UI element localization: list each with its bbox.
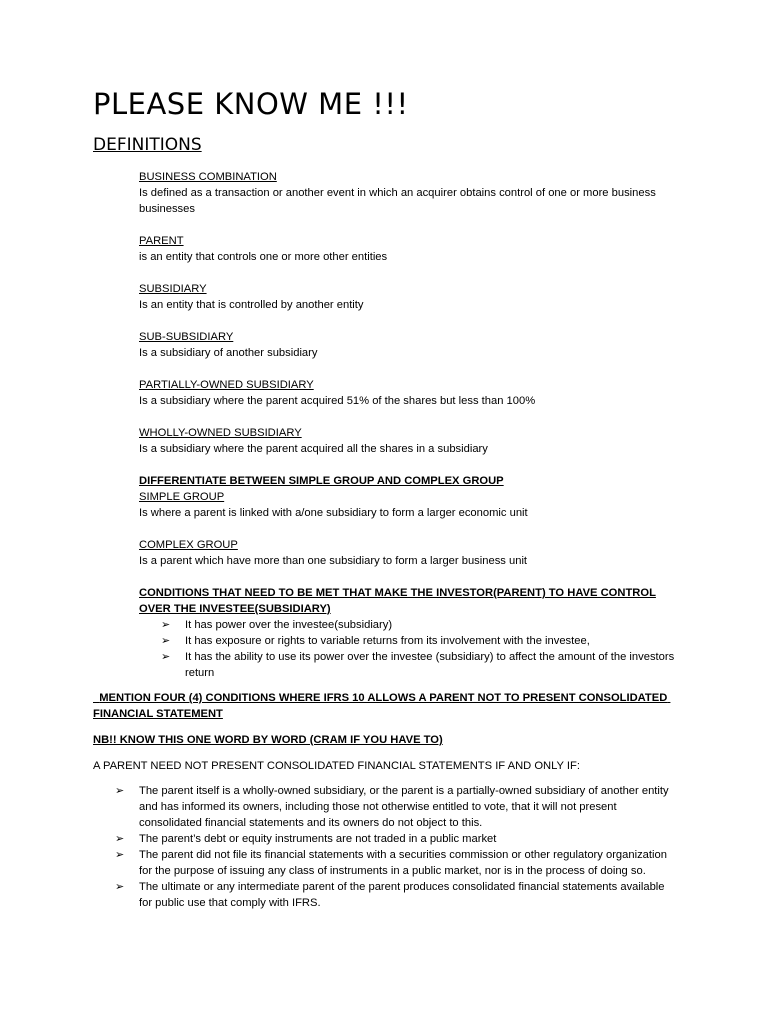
definition-term: PARENT: [139, 235, 184, 247]
ifrs-condition-text: The parent’s debt or equity instruments are not traded in a public market: [139, 833, 497, 845]
ifrs-heading-block: [93, 690, 683, 722]
definition-item: [139, 169, 679, 217]
ifrs-intro-text: A PARENT NEED NOT PRESENT CONSOLIDATED FINANCIAL STATEMENTS IF AND ONLY IF:: [93, 760, 580, 772]
definition-term: SUBSIDIARY: [139, 283, 207, 295]
definition-item: [139, 329, 679, 361]
conditions-block: [139, 585, 679, 681]
definition-desc: Is a subsidiary where the parent acquired 51% of the shares but less than 100%: [139, 395, 536, 407]
ifrs-condition-text: The ultimate or any intermediate parent of the parent produces consolidated financial statements available for public use that comply with IFRS.: [139, 881, 665, 909]
condition-text: It has power over the investee(subsidiary): [185, 619, 393, 631]
complex-group-desc: Is a parent which have more than one subsidiary to form a larger business unit: [139, 555, 528, 567]
arrow-bullet-icon: ➢: [115, 880, 125, 893]
arrow-bullet-icon: ➢: [161, 618, 171, 631]
arrow-bullet-icon: ➢: [161, 650, 171, 663]
definition-term: WHOLLY-OWNED SUBSIDIARY: [139, 427, 302, 439]
list-item: [93, 879, 675, 911]
list-item: [139, 633, 679, 649]
definition-desc: Is defined as a transaction or another event in which an acquirer obtains control of one or more business businesses: [139, 187, 656, 215]
differentiate-heading: DIFFERENTIATE BETWEEN SIMPLE GROUP AND COMPLEX GROUP: [139, 475, 504, 487]
condition-text: It has exposure or rights to variable returns from its involvement with the investee,: [185, 635, 590, 647]
list-item: [93, 847, 675, 879]
arrow-bullet-icon: ➢: [161, 634, 171, 647]
definition-term: SUB-SUBSIDIARY: [139, 331, 234, 343]
definition-term: BUSINESS COMBINATION: [139, 171, 277, 183]
ifrs-conditions-list: [93, 783, 675, 911]
definitions-list: [139, 169, 679, 681]
definition-item: [139, 233, 679, 265]
nb-note: [93, 732, 683, 748]
definition-desc: Is a subsidiary where the parent acquired all the shares in a subsidiary: [139, 443, 488, 455]
definition-desc: Is an entity that is controlled by another entity: [139, 299, 364, 311]
definition-item: [139, 425, 679, 457]
list-item: [93, 783, 675, 831]
list-item: [139, 617, 679, 633]
ifrs-condition-text: The parent itself is a wholly-owned subsidiary, or the parent is a partially-owned subsidiary of another entity and has informed its owners, including those not otherwise entitled to vote, that it will not present consolidated financial statements and its owners do not object to this.: [139, 785, 669, 829]
arrow-bullet-icon: ➢: [115, 848, 125, 861]
simple-group-term: SIMPLE GROUP: [139, 491, 225, 503]
arrow-bullet-icon: ➢: [115, 784, 125, 797]
ifrs-heading: MENTION FOUR (4) CONDITIONS WHERE IFRS 10 ALLOWS A PARENT NOT TO PRESENT CONSOLIDATED FINANCIAL STATEMENT: [93, 692, 671, 720]
nb-heading: NB!! KNOW THIS ONE WORD BY WORD (CRAM IF YOU HAVE TO): [93, 734, 443, 746]
complex-group-block: [139, 537, 679, 569]
page-title: PLEASE KNOW ME !!!: [93, 87, 409, 121]
definition-item: [139, 377, 679, 409]
ifrs-conditions: [93, 783, 675, 911]
arrow-bullet-icon: ➢: [115, 832, 125, 845]
condition-text: It has the ability to use its power over the investee (subsidiary) to affect the amount of the investors return: [185, 651, 675, 679]
complex-group-term: COMPLEX GROUP: [139, 539, 238, 551]
definition-desc: Is a subsidiary of another subsidiary: [139, 347, 318, 359]
definition-desc: is an entity that controls one or more other entities: [139, 251, 388, 263]
section-heading-definitions: DEFINITIONS: [93, 135, 202, 155]
differentiate-block: [139, 473, 679, 521]
ifrs-intro: [93, 758, 683, 774]
conditions-list: [139, 617, 679, 681]
list-item: [139, 649, 679, 681]
ifrs-condition-text: The parent did not file its financial statements with a securities commission or other regulatory organization for the purpose of issuing any class of instruments in a public market, nor is in the process of doing so.: [139, 849, 667, 877]
definition-term: PARTIALLY-OWNED SUBSIDIARY: [139, 379, 314, 391]
definition-item: [139, 281, 679, 313]
simple-group-desc: Is where a parent is linked with a/one subsidiary to form a larger economic unit: [139, 507, 528, 519]
list-item: [93, 831, 675, 847]
conditions-heading: CONDITIONS THAT NEED TO BE MET THAT MAKE THE INVESTOR(PARENT) TO HAVE CONTROL OVER THE INVESTEE(SUBSIDIARY): [139, 587, 656, 615]
